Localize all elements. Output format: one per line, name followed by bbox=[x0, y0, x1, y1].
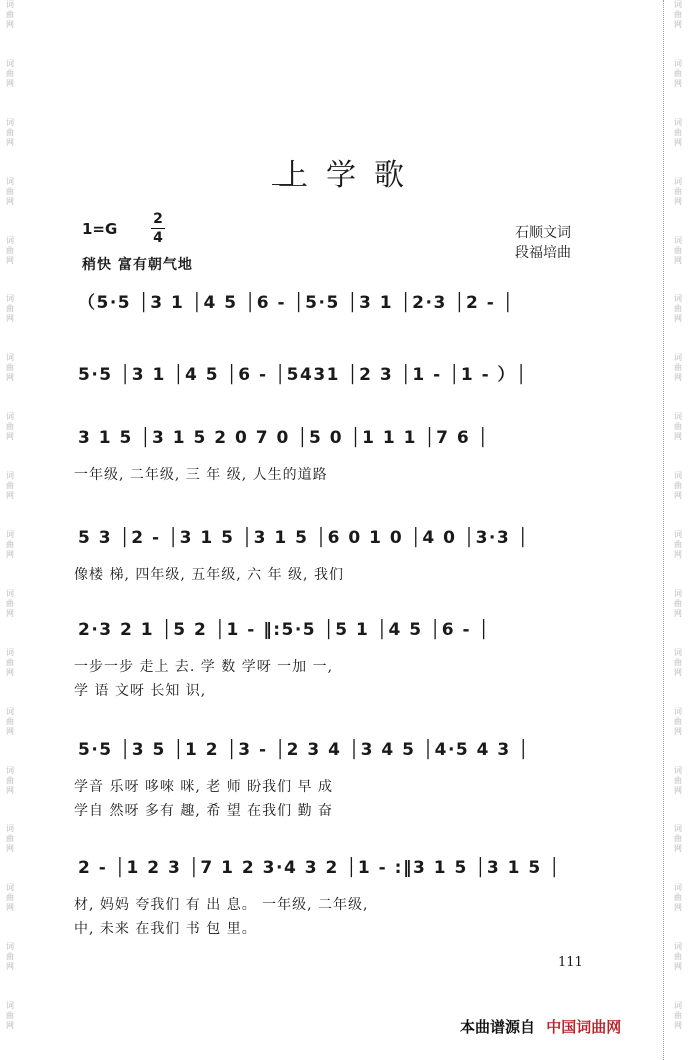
meter-bar bbox=[151, 228, 165, 229]
watermark-char: 词 bbox=[674, 294, 682, 304]
watermark-char: 词 bbox=[674, 647, 682, 657]
watermark-char: 曲 bbox=[6, 893, 14, 903]
watermark-char: 网 bbox=[674, 78, 682, 88]
watermark-char: 曲 bbox=[674, 952, 682, 962]
watermark-char: 网 bbox=[674, 785, 682, 795]
watermark-char: 曲 bbox=[674, 598, 682, 608]
watermark-char: 曲 bbox=[674, 540, 682, 550]
watermark-char: 网 bbox=[674, 432, 682, 442]
watermark-char: 曲 bbox=[6, 10, 14, 19]
lyricist-credit: 石顺文词 bbox=[515, 225, 571, 241]
watermark-char: 网 bbox=[6, 314, 14, 324]
watermark-char: 网 bbox=[6, 608, 14, 618]
source-note bbox=[460, 1016, 621, 1037]
notation-line: 2 - │1 2 3 │7 1 2 3·4 3 2 │1 - :‖3 1 5 │3 1 5 │ bbox=[78, 858, 561, 878]
watermark-char: 词 bbox=[6, 235, 14, 245]
watermark-char: 词 bbox=[6, 942, 14, 952]
watermark-char: 曲 bbox=[674, 834, 682, 844]
watermark-char: 网 bbox=[674, 137, 682, 147]
watermark-char: 词 bbox=[674, 530, 682, 540]
page-edge-dotted-rule bbox=[663, 0, 664, 1060]
lyric-line: 学自 然呀 多有 趣, 希 望 在我们 勤 奋 bbox=[74, 803, 334, 819]
watermark-char: 词 bbox=[6, 353, 14, 363]
watermark-strip-left bbox=[2, 0, 18, 1060]
watermark-char: 曲 bbox=[674, 893, 682, 903]
watermark-char: 词 bbox=[6, 412, 14, 422]
watermark-char: 网 bbox=[674, 1021, 682, 1031]
notation-line: 2·3 2 1 │5 2 │1 - ‖:5·5 │5 1 │4 5 │6 - │ bbox=[78, 620, 491, 640]
watermark-char: 词 bbox=[674, 706, 682, 716]
watermark-char: 网 bbox=[6, 1021, 14, 1031]
watermark-char: 网 bbox=[674, 608, 682, 618]
notation-line: 5·5 │3 5 │1 2 │3 - │2 3 4 │3 4 5 │4·5 4 3 │ bbox=[78, 740, 530, 760]
watermark-char: 曲 bbox=[6, 422, 14, 432]
watermark-char: 曲 bbox=[6, 68, 14, 78]
watermark-char: 网 bbox=[6, 432, 14, 442]
lyric-line: 材, 妈妈 夸我们 有 出 息。 一年级, 二年级, bbox=[74, 897, 369, 913]
watermark-char: 网 bbox=[674, 726, 682, 736]
meter-bottom: 4 bbox=[153, 230, 163, 246]
watermark-char: 网 bbox=[674, 844, 682, 854]
watermark-char: 曲 bbox=[674, 10, 682, 19]
watermark-char: 曲 bbox=[674, 1011, 682, 1021]
lyric-line: 中, 未来 在我们 书 包 里。 bbox=[74, 921, 257, 937]
watermark-char: 词 bbox=[6, 647, 14, 657]
watermark-char: 词 bbox=[674, 58, 682, 68]
watermark-char: 曲 bbox=[6, 598, 14, 608]
watermark-char: 曲 bbox=[674, 68, 682, 78]
notation-line: 5·5 │3 1 │4 5 │6 - │5431 │2 3 │1 - │1 - ）│ bbox=[78, 365, 528, 385]
composer-credit: 段福培曲 bbox=[515, 245, 571, 261]
watermark-char: 曲 bbox=[674, 422, 682, 432]
notation-line: 3 1 5 │3 1 5 2 0 7 0 │5 0 │1 1 1 │7 6 │ bbox=[78, 428, 490, 448]
watermark-char: 曲 bbox=[6, 540, 14, 550]
watermark-char: 词 bbox=[674, 824, 682, 834]
watermark-char: 词 bbox=[6, 883, 14, 893]
watermark-char: 网 bbox=[6, 785, 14, 795]
watermark-char: 词 bbox=[6, 1001, 14, 1011]
watermark-char: 网 bbox=[6, 844, 14, 854]
watermark-char: 曲 bbox=[6, 952, 14, 962]
watermark-char: 网 bbox=[674, 255, 682, 265]
watermark-char: 词 bbox=[674, 117, 682, 127]
tempo-marking: 稍快 富有朝气地 bbox=[82, 257, 193, 273]
meter-top: 2 bbox=[153, 211, 163, 227]
watermark-char: 曲 bbox=[674, 775, 682, 785]
watermark-char: 曲 bbox=[6, 245, 14, 255]
lyric-line: 学 语 文呀 长知 识, bbox=[74, 683, 207, 699]
watermark-char: 网 bbox=[674, 491, 682, 501]
watermark-char: 曲 bbox=[6, 657, 14, 667]
title-underline bbox=[272, 184, 292, 185]
watermark-char: 曲 bbox=[6, 775, 14, 785]
watermark-char: 网 bbox=[6, 196, 14, 206]
watermark-char: 词 bbox=[674, 942, 682, 952]
watermark-char: 词 bbox=[674, 883, 682, 893]
watermark-char: 曲 bbox=[674, 363, 682, 373]
watermark-char: 网 bbox=[674, 373, 682, 383]
watermark-char: 网 bbox=[6, 726, 14, 736]
watermark-char: 网 bbox=[6, 78, 14, 88]
watermark-char: 曲 bbox=[6, 834, 14, 844]
watermark-char: 网 bbox=[674, 196, 682, 206]
watermark-char: 词 bbox=[6, 117, 14, 127]
watermark-char: 曲 bbox=[6, 716, 14, 726]
watermark-char: 网 bbox=[674, 903, 682, 913]
lyric-line: 像楼 梯, 四年级, 五年级, 六 年 级, 我们 bbox=[74, 567, 344, 583]
watermark-char: 词 bbox=[6, 294, 14, 304]
watermark-char: 词 bbox=[6, 706, 14, 716]
time-signature bbox=[148, 211, 168, 246]
watermark-char: 网 bbox=[6, 137, 14, 147]
source-label: 本曲谱源自 bbox=[460, 1018, 536, 1036]
watermark-char: 网 bbox=[6, 550, 14, 560]
watermark-char: 词 bbox=[6, 530, 14, 540]
watermark-char: 曲 bbox=[6, 127, 14, 137]
page-number: 111 bbox=[558, 955, 583, 970]
song-title: 上学歌 bbox=[278, 158, 422, 193]
source-site-link[interactable]: 中国词曲网 bbox=[546, 1018, 622, 1036]
watermark-char: 词 bbox=[6, 0, 14, 9]
watermark-char: 词 bbox=[674, 588, 682, 598]
watermark-char: 曲 bbox=[674, 304, 682, 314]
watermark-char: 词 bbox=[674, 0, 682, 9]
lyric-line: 学音 乐呀 哆唻 咪, 老 师 盼我们 早 成 bbox=[74, 779, 334, 795]
watermark-char: 词 bbox=[6, 58, 14, 68]
watermark-char: 词 bbox=[674, 412, 682, 422]
watermark-char: 词 bbox=[6, 765, 14, 775]
watermark-char: 词 bbox=[6, 824, 14, 834]
watermark-char: 网 bbox=[6, 667, 14, 677]
watermark-char: 网 bbox=[674, 314, 682, 324]
watermark-char: 曲 bbox=[6, 304, 14, 314]
watermark-char: 词 bbox=[674, 471, 682, 481]
watermark-char: 词 bbox=[674, 235, 682, 245]
watermark-char: 曲 bbox=[674, 657, 682, 667]
watermark-char: 词 bbox=[674, 353, 682, 363]
watermark-char: 曲 bbox=[6, 481, 14, 491]
watermark-char: 网 bbox=[674, 20, 682, 29]
watermark-char: 词 bbox=[6, 176, 14, 186]
watermark-char: 曲 bbox=[674, 245, 682, 255]
watermark-char: 词 bbox=[6, 588, 14, 598]
watermark-char: 网 bbox=[6, 491, 14, 501]
watermark-char: 网 bbox=[674, 962, 682, 972]
watermark-char: 词 bbox=[674, 765, 682, 775]
watermark-char: 曲 bbox=[6, 1011, 14, 1021]
watermark-char: 曲 bbox=[674, 127, 682, 137]
watermark-char: 曲 bbox=[6, 363, 14, 373]
notation-line: （5·5 │3 1 │4 5 │6 - │5·5 │3 1 │2·3 │2 - │ bbox=[78, 293, 515, 313]
watermark-char: 曲 bbox=[674, 481, 682, 491]
watermark-char: 网 bbox=[6, 373, 14, 383]
watermark-char: 网 bbox=[674, 667, 682, 677]
watermark-char: 网 bbox=[6, 903, 14, 913]
notation-line: 5 3 │2 - │3 1 5 │3 1 5 │6 0 1 0 │4 0 │3·3 │ bbox=[78, 528, 530, 548]
watermark-char: 词 bbox=[674, 1001, 682, 1011]
lyric-line: 一步一步 走上 去. 学 数 学呀 一加 一, bbox=[74, 659, 334, 675]
watermark-char: 网 bbox=[674, 550, 682, 560]
watermark-char: 网 bbox=[6, 20, 14, 29]
watermark-char: 词 bbox=[6, 471, 14, 481]
watermark-strip-right bbox=[670, 0, 686, 1060]
lyric-line: 一年级, 二年级, 三 年 级, 人生的道路 bbox=[74, 467, 328, 483]
watermark-char: 曲 bbox=[674, 716, 682, 726]
watermark-char: 词 bbox=[674, 176, 682, 186]
watermark-char: 曲 bbox=[6, 186, 14, 196]
watermark-char: 曲 bbox=[674, 186, 682, 196]
watermark-char: 网 bbox=[6, 255, 14, 265]
watermark-char: 网 bbox=[6, 962, 14, 972]
key-signature: 1=G bbox=[82, 220, 118, 238]
